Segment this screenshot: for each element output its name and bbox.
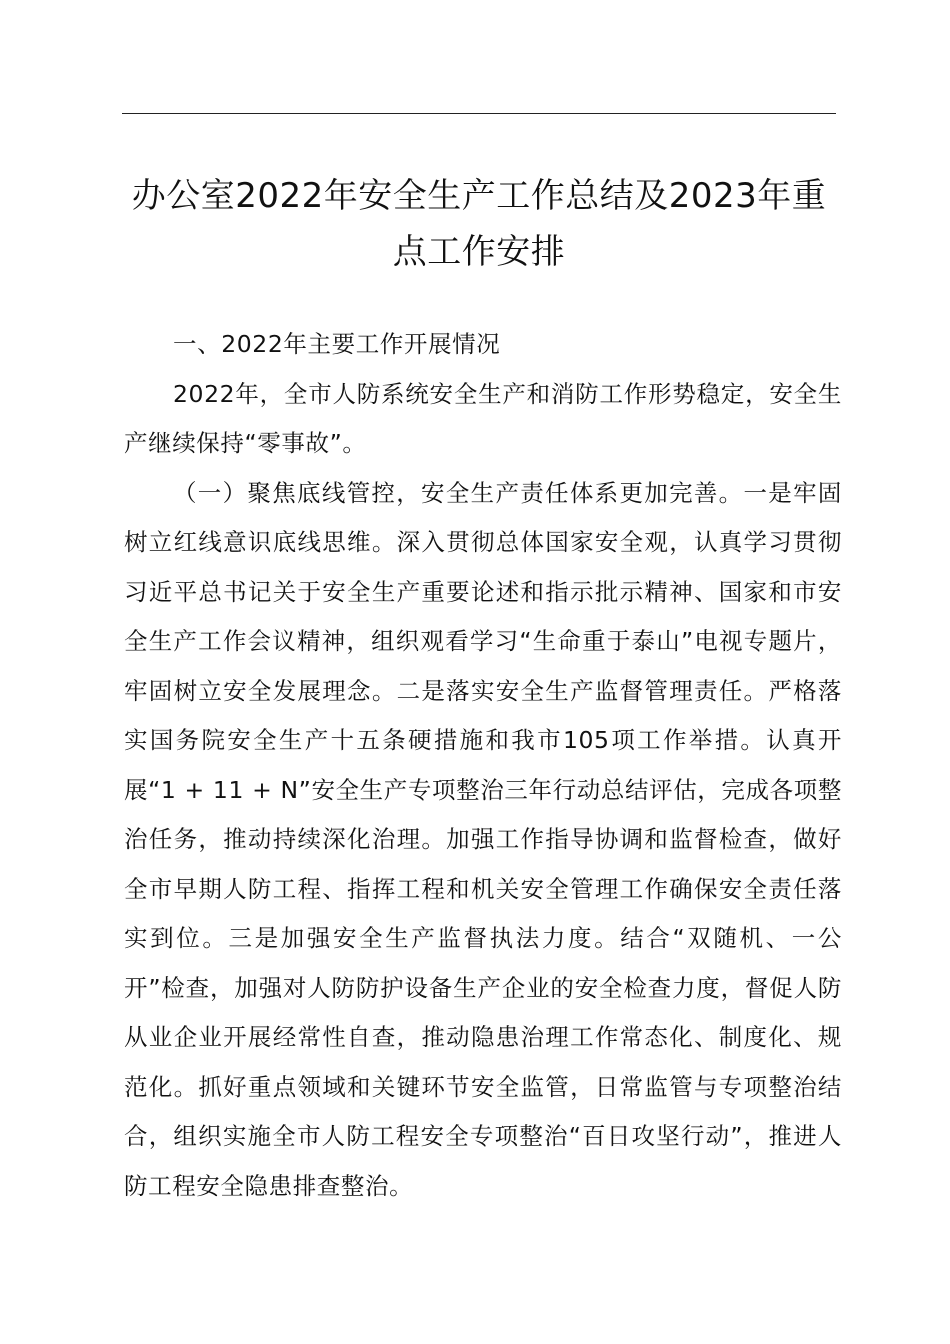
document-body bbox=[124, 320, 842, 1211]
paragraph: （一）聚焦底线管控，安全生产责任体系更加完善。一是牢固树立红线意识底线思维。深入贯彻总体国家安全观，认真学习贯彻习近平总书记关于安全生产重要论述和指示批示精神、国家和市安全生产工作会议精神，组织观看学习“生命重于泰山”电视专题片，牢固树立安全发展理念。二是落实安全生产监督管理责任。严格落实国务院安全生产十五条硬措施和我市105项工作举措。认真开展“1 + 11 + N”安全生产专项整治三年行动总结评估，完成各项整治任务，推动持续深化治理。加强工作指导协调和监督检查，做好全市早期人防工程、指挥工程和机关安全管理工作确保安全责任落实到位。三是加强安全生产监督执法力度。结合“双随机、一公开”检查，加强对人防防护设备生产企业的安全检查力度，督促人防从业企业开展经常性自查，推动隐患治理工作常态化、制度化、规范化。抓好重点领域和关键环节安全监管，日常监管与专项整治结合，组织实施全市人防工程安全专项整治“百日攻坚行动”，推进人防工程安全隐患排查整治。 bbox=[124, 478, 842, 1200]
paragraph: 2022年，全市人防系统安全生产和消防工作形势稳定，安全生产继续保持“零事故”。 bbox=[124, 379, 842, 457]
header-rule bbox=[122, 113, 836, 114]
section-heading: 一、2022年主要工作开展情况 bbox=[173, 330, 501, 358]
title-line-2: 点工作安排 bbox=[392, 232, 566, 272]
document-title bbox=[122, 168, 836, 280]
title-line-1: 办公室2022年安全生产工作总结及2023年重 bbox=[131, 176, 827, 216]
